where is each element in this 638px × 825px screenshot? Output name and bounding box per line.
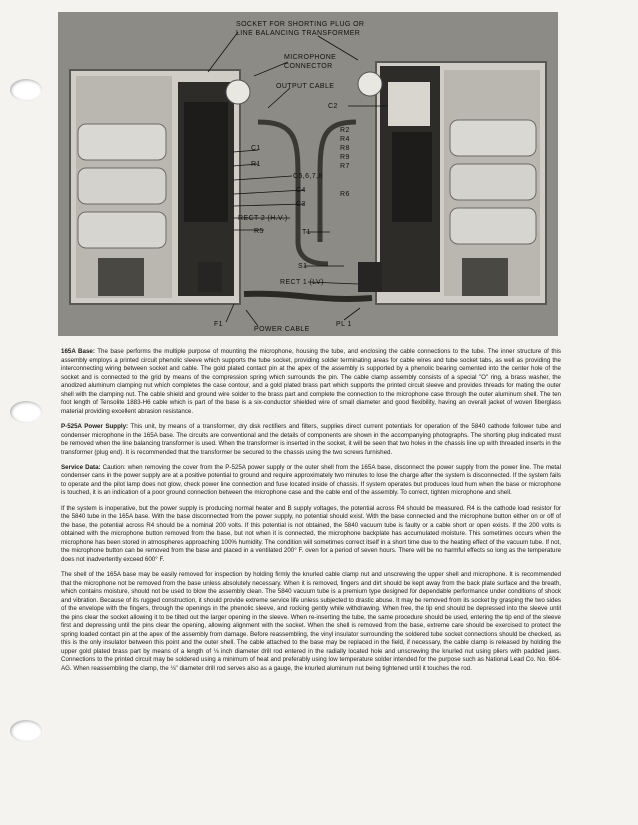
section-power-supply-text: This unit, by means of a transformer, dry disk rectifiers and filters, supplies direct current potentials for operation of the 5840 cathode follower tube and condenser microphone in the 165A base. The circuits are conventional and the details of components are shown in the accompanying photographs. The shorting plug indicated must be removed when the line balancing transformer is used. When the transformer is inserted in the socket, it will be seen that two holes in the chassis line up with threaded inserts in the transformer (plug end). It is recommended that the transformer be secured to the chassis using the two screws furnished.: [61, 422, 561, 456]
label-output-cable: OUTPUT CABLE: [276, 83, 335, 90]
label-c5678: C5,6,7,8: [293, 173, 323, 180]
section-base-text: The base performs the multiple purpose of mounting the microphone, housing the tube, and enclosing the cable connections to the tube. The inner structure of this assembly employs a printed circuit phenolic sleeve which supports the tube socket, providing solder terminating areas for cable wires and tube socket tabs, as well as providing the interconnecting wiring between socket and cable. The gold plated contact pin at the apex of the assembly is supported by a phenolic bearing cemented into the center hole of the socket and is connected to the grid by means of the compression spring which surrounds the pin. The cable clamp assembly consists of a special "O" ring, a brass washer, the anodized aluminum clamping nut which completes the case contour, and a gold plated brass part which supports the printed circuit sleeve and provides threads for mating the outer shell with the clamping nut. The cable shield and ground wire solder to the brass part and complete the connection to the microphone case through the outer aluminum shell. The ten foot length of Tensolite 1883-H6 cable which is part of the base is a six-conductor shielded wire of small diameter and good flexibility, having an overall jacket of woven fiberglass material providing excellent abrasion resistance.: [61, 348, 561, 415]
section-service-data-heading: Service Data:: [61, 463, 101, 471]
label-r8: R8: [340, 145, 350, 152]
label-r5: R5: [254, 228, 264, 235]
label-r7: R7: [340, 163, 350, 170]
label-socket-line2: LINE BALANCING TRANSFORMER: [236, 30, 361, 37]
label-t1: T1: [302, 229, 311, 236]
label-microphone: MICROPHONE: [284, 54, 337, 61]
label-power-cable: POWER CABLE: [254, 326, 310, 333]
punch-hole-middle: [10, 401, 42, 423]
label-r6: R6: [340, 191, 350, 198]
body-text: [61, 348, 561, 680]
punch-hole-top: [10, 79, 42, 101]
label-rect1: RECT 1 (LV): [280, 279, 324, 286]
section-shell: [61, 571, 561, 674]
punch-hole-bottom: [10, 720, 42, 742]
section-base: [61, 348, 561, 416]
label-pl1: PL 1: [336, 321, 352, 328]
section-shell-text: The shell of the 165A base may be easily removed for inspection by holding firmly the knurled cable clamp nut and unscrewing the upper shell and microphone. It is recommended that the microphone not be removed from the base unless absolutely necessary. When it is removed, fingers and dirt should be kept away from the back plate surface and the breath, which contains moisture, should not be used to blow the assembly clean. The 5840 vacuum tube is a premium type designed for dependable performance under conditions of shock and vibration. Because of its rugged construction, it should provide extreme service life unless subjected to drastic abuse. It may be removed from its socket by grasping the two sides of the envelope with the fingers, through the openings in the phenolic sleeve, and rocking gently while withdrawing. When free, the tip end should be depressed into the sleeve until the pins clear the socket allowing it to be tilted out the larger opening in the sleeve. When re-inserting the tube, the same procedure should be used, entering the tip end of the sleeve first and depressing until the pins clear the opening, allowing alignment with the socket. When the shell is removed from the base, extreme care should be exercised to protect the spring loaded contact pin at the apex of the assembly from damage. Before reassembling, the vinyl insulator surrounding the soldered tube socket connections should be checked, as this is the only insulator between this point and the outer shell. The cable attached to the base may be replaced in the field, if necessary, the cable clamp is released by holding the upper gold plated brass part by means of a length of ⅛ inch diameter drill rod entered in the radially located hole and unscrewing the knurled nut using pliers with padded jaws. Connections to the printed circuit may be soldered using a minimum of heat and preferably using low temperature solder intended for the purpose such as National Lead Co. No. 604-AG. When reassembling the clamp, the ⅛" diameter drill rod serves also as a gauge, the knurled aluminum nut being tightened until it touches the rod.: [61, 570, 561, 672]
label-r9: R9: [340, 154, 350, 161]
label-c1: C1: [251, 145, 261, 152]
label-s1: S1: [298, 263, 308, 270]
label-c2: C2: [328, 103, 338, 110]
section-service-data-text: Caution: when removing the cover from the P-525A power supply or the outer shell from the 165A base, disconnect the power supply from the power line. The metal condenser cans in the power supply are at a positive potential to ground and require approximately two minutes to lose the charge after the system is disconnected. If the system fails to operate and the pilot lamp does not glow, check power line connection and fuse located inside of chassis. If system operates but produces loud hum when the base or microphone is touched, it is an indication of a poor ground connection between the microphone case and the cable end of the assembly. To correct, tighten microphone and shell.: [61, 463, 561, 497]
section-inoperative-text: If the system is inoperative, but the power supply is producing normal heater and B supply voltages, the potential across R4 should be measured. R4 is the cathode load resistor for the 5840 tube in the 165A base. With the base disconnected from the power supply, no potential should exist. With the base connected and the microphone button either on or off of the base, the potential across R4 should be a nominal 200 volts. If this potential is not obtained, the 5840 vacuum tube is faulty or a cable short or open exists. If the 200 volts is obtained with the microphone button removed from the base, but not when it is connected, the microphone backplate has accumulated moisture. This sometimes occurs when the microphone has been stored in atmospheres approaching 100% humidity. The condition will sometimes correct itself in a short time due to the heating effect of the vacuum tube. If not, the microphone button can be removed from the base and placed in a ventilated 200° F. oven for a period of seven hours. There will be no harmful effects so long as the temperature does not inadvertently exceed 600° F.: [61, 504, 561, 563]
label-rect2: RECT 2 (H.V.): [238, 215, 288, 222]
section-power-supply-heading: P-525A Power Supply:: [61, 422, 129, 430]
chassis-photo: [58, 12, 558, 336]
label-r2: R2: [340, 127, 350, 134]
section-base-heading: 165A Base:: [61, 348, 95, 355]
section-power-supply: [61, 423, 561, 457]
label-connector: CONNECTOR: [284, 63, 333, 70]
label-r1: R1: [251, 161, 261, 168]
label-r4: R4: [340, 136, 350, 143]
label-socket: SOCKET FOR SHORTING PLUG OR: [236, 21, 365, 28]
section-service-data: [61, 464, 561, 498]
label-f1: F1: [214, 321, 223, 328]
section-inoperative: [61, 505, 561, 565]
label-c4: C4: [296, 187, 306, 194]
label-c3: C3: [296, 201, 306, 208]
